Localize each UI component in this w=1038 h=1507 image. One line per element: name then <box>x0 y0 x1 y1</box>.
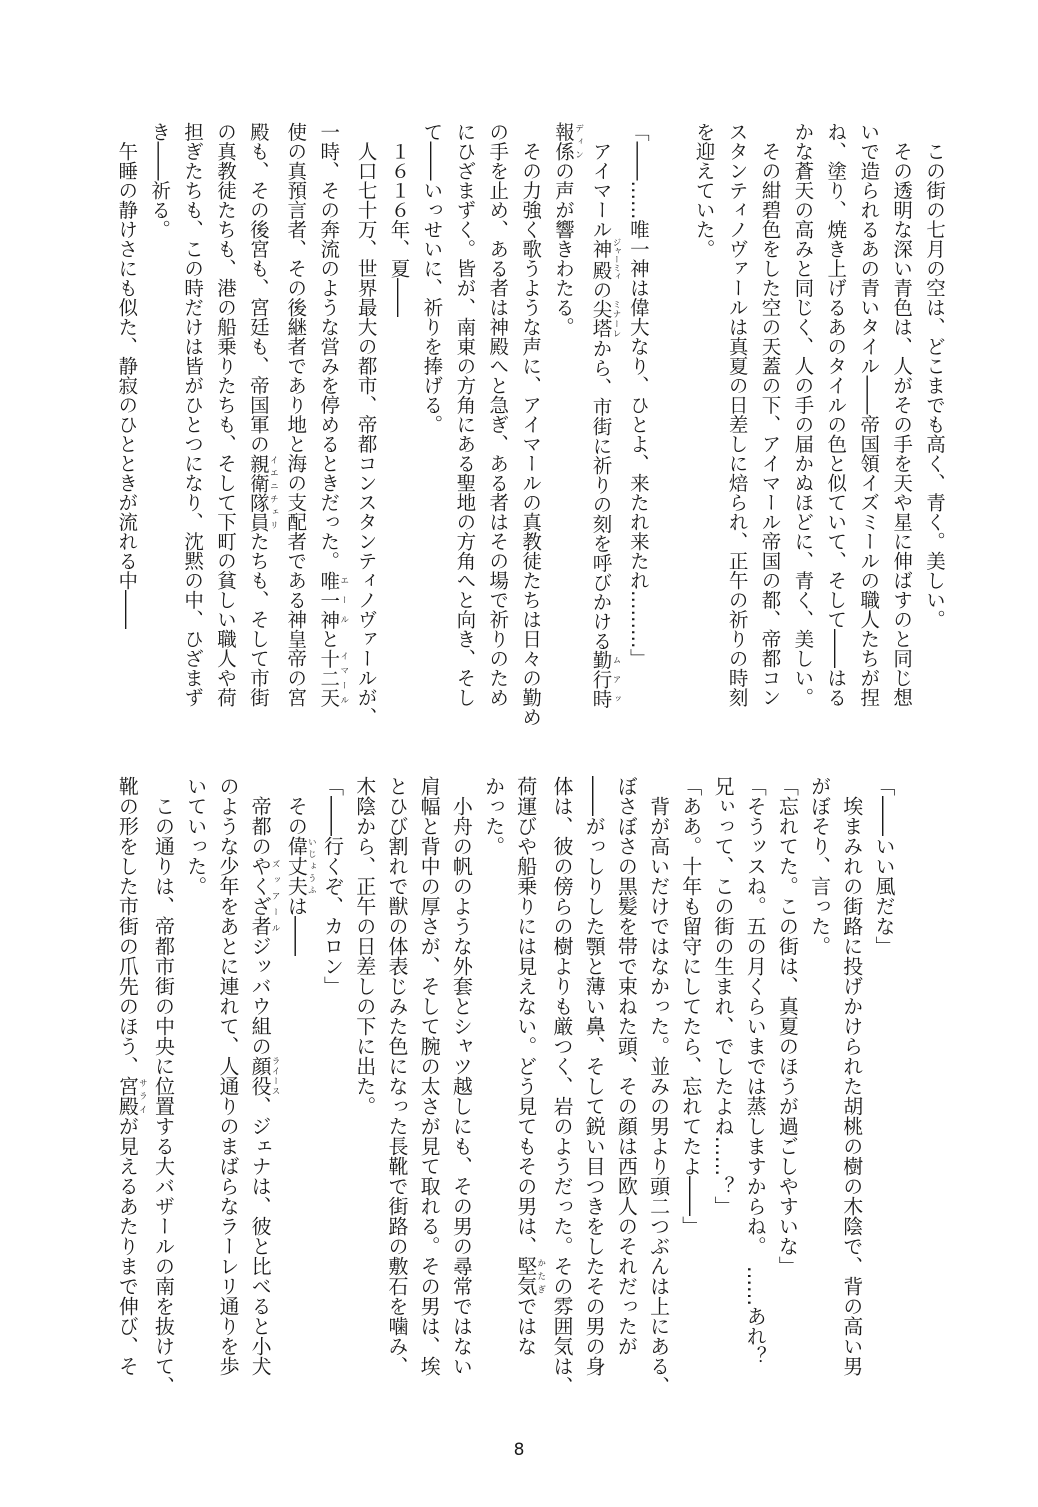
text-column <box>546 122 583 712</box>
text-column <box>142 122 175 712</box>
text-run: と <box>317 629 341 649</box>
text-run: たちも、そして市街 <box>246 531 270 707</box>
text-run: を迎えていた。 <box>692 122 716 259</box>
text-run: 木陰から、正午の日差しの下に出た。 <box>352 776 377 1116</box>
text-run <box>660 122 683 142</box>
ruby-annotated-word <box>248 1056 281 1096</box>
ruby-reading: ディン <box>573 122 584 161</box>
ruby-base: 偉丈夫 <box>284 836 309 896</box>
text-run: がぼそり、言った。 <box>807 776 832 956</box>
text-run: の声が響きわたる。 <box>552 161 576 337</box>
bottom-text-block <box>111 776 900 1406</box>
ruby-annotated-word <box>317 648 349 708</box>
text-run: かった。 <box>481 776 506 856</box>
text-column <box>739 776 771 1406</box>
text-run: 帝都の <box>248 776 273 856</box>
text-column <box>382 122 415 712</box>
ruby-reading: イマール <box>338 648 349 707</box>
text-run: 小舟の帆のような外套とシャツ越しにも、その男の尋常ではない <box>449 776 474 1376</box>
text-run: 、ジェナは、彼と比べると小犬 <box>248 1096 273 1376</box>
text-run: １６１６年、夏―― <box>387 122 411 317</box>
text-column <box>180 776 212 1406</box>
text-column <box>510 776 546 1406</box>
text-run: 靴の形をした市街の爪先のほう、 <box>115 776 140 1076</box>
text-column <box>244 776 280 1406</box>
text-run: 午睡の静けさにも似た、静寂のひとときが流れる中―― <box>115 122 139 629</box>
text-column <box>785 122 818 712</box>
text-run: ――がっしりした顎と薄い鼻、そして鋭い目つきをしたその男の身 <box>582 776 607 1376</box>
ruby-reading: ライース <box>270 1056 281 1096</box>
text-column <box>349 122 382 727</box>
text-run: 「忘れてた。この街は、真夏のほうが過ごしやすいな」 <box>775 776 800 1276</box>
text-run: のような少年をあとに連れて、人通りのまばらなラーレリ通りを歩 <box>215 776 240 1376</box>
text-column <box>753 122 786 712</box>
ruby-base: 勤行時 <box>589 650 613 709</box>
ruby-annotated-word <box>115 1076 148 1116</box>
text-run: かな蒼天の高みと同じく、人の手の届かぬほどに、青く、美しい。 <box>791 122 815 707</box>
text-run: 殿も、その後宮も、宮廷も、帝国軍の <box>246 122 270 454</box>
ruby-reading: いじょうふ <box>306 836 317 896</box>
ruby-reading: サライ <box>137 1076 148 1116</box>
ruby-annotated-word <box>589 650 621 709</box>
text-run: ね、塗り、焼き上げるあのタイルの色と似ていて、そして――はる <box>824 122 848 707</box>
ruby-base: 堅気 <box>513 1256 538 1296</box>
ruby-base: やくざ者 <box>248 856 273 936</box>
text-column <box>836 776 868 1406</box>
text-column <box>316 776 348 1406</box>
text-column <box>884 122 917 712</box>
text-run: 使の真預言者、その後継者であり地と海の支配者である神皇帝の宮 <box>284 122 308 707</box>
text-run: ぼさぼさの黒髪を帯で束ねた頭、その顔は西欧人のそれだったが <box>614 776 639 1356</box>
text-column <box>147 776 179 1406</box>
text-run: 「そうッスね。五の月くらいまでは蒸しますからね。 ……あれ？ <box>743 776 768 1366</box>
text-column <box>546 776 578 1406</box>
text-column <box>803 776 835 1406</box>
ruby-base: 親衛隊員 <box>246 453 270 532</box>
text-run: の <box>589 279 613 300</box>
ruby-base: 報係 <box>552 122 576 161</box>
text-run: この通りは、帝都市街の中央に位置する大バザールの南を抜けて、 <box>151 776 176 1396</box>
text-column <box>578 776 610 1406</box>
ruby-annotated-word <box>284 836 317 896</box>
text-column <box>311 122 348 712</box>
ruby-reading: ムアッ <box>610 650 621 709</box>
text-column <box>654 122 687 712</box>
text-run: 肩幅と背中の厚さが、そして腕の太さが見て取れる。その男は、埃 <box>417 776 442 1376</box>
text-run: その力強く歌うような声に、アイマールの真教徒たちは日々の勤め <box>519 122 543 727</box>
ruby-annotated-word <box>589 299 621 339</box>
text-run: ではな <box>513 1296 538 1356</box>
text-run: アイマール <box>589 122 613 239</box>
ruby-base: 十二天 <box>317 648 341 707</box>
text-column <box>447 122 480 712</box>
text-run: 体は、彼の傍らの樹よりも厳つく、岩のようだった。その雰囲気は、 <box>549 776 574 1396</box>
ruby-annotated-word <box>248 856 281 936</box>
text-run: いで造られるあの青いタイル――帝国領イズミールの職人たちが捏 <box>857 122 881 707</box>
text-column <box>771 776 803 1406</box>
text-column <box>642 776 674 1406</box>
ruby-annotated-word <box>317 570 349 630</box>
text-column <box>621 122 654 712</box>
text-run: とひび割れで獣の体表じみた色になった長靴で街路の敷石を噛み、 <box>384 776 409 1376</box>
ruby-annotated-word <box>246 453 279 532</box>
ruby-reading: ジャーミィ <box>610 238 621 281</box>
text-run: 背が高いだけではなかった。並みの男より頭二つぶんは上にある、 <box>646 776 671 1396</box>
text-run: いていった。 <box>183 776 208 896</box>
top-text-block <box>109 122 950 727</box>
text-run: が見えるあたりまで伸び、そ <box>115 1116 140 1376</box>
text-column <box>584 122 621 712</box>
text-run: 「――……唯一神は偉大なり、ひとよ、来たれ来たれ………」 <box>626 122 650 668</box>
text-column <box>477 776 509 1406</box>
text-column <box>278 122 311 712</box>
text-column <box>445 776 477 1406</box>
text-column <box>381 776 413 1406</box>
text-run: その <box>284 776 309 836</box>
text-run: この街の七月の空は、どこまでも高く、青く。美しい。 <box>923 122 946 629</box>
text-run: 兄ぃって、この街の生まれ、でしたよね……？」 <box>710 776 735 1216</box>
text-run: 一時、その奔流のような営みを停めるときだった。 <box>317 122 341 571</box>
text-column <box>208 122 241 712</box>
text-run: から、市街に祈りの刻を呼びかける <box>589 338 613 651</box>
text-column <box>480 122 513 712</box>
text-column <box>415 122 448 712</box>
text-run: 人口七十万、世界最大の都市、帝都コンスタンティノヴァールが、 <box>354 122 378 727</box>
text-column <box>687 122 720 712</box>
text-column <box>513 122 546 727</box>
ruby-reading: ズッアール <box>270 856 281 936</box>
text-run: 「ああ。十年も留守にしてたら、忘れてたよ――」 <box>678 776 703 1236</box>
text-run: て――いっせいに、祈りを捧げる。 <box>420 122 444 434</box>
text-column <box>349 776 381 1406</box>
text-run: の手を止め、ある者は神殿へと急ぎ、ある者はその場で祈りのため <box>486 122 510 707</box>
ruby-reading: かたぎ <box>535 1256 546 1296</box>
text-column <box>413 776 445 1406</box>
text-run: 「――行くぞ、カロン」 <box>320 776 345 996</box>
text-run: ジッバウ組の <box>248 936 273 1056</box>
ruby-base: 宮殿 <box>115 1076 140 1116</box>
text-run: その透明な深い青色は、人がその手を天や星に伸ばすのと同じ想 <box>890 122 914 707</box>
text-column <box>280 776 316 1406</box>
page-number: 8 <box>513 1440 525 1460</box>
text-column <box>111 776 147 1406</box>
text-column <box>610 776 642 1406</box>
text-run: の真教徒たちも、港の船乗りたちも、そして下町の貧しい職人や荷 <box>213 122 237 707</box>
ruby-base: 神殿 <box>589 238 613 281</box>
text-column <box>109 122 142 712</box>
ruby-annotated-word <box>589 238 621 281</box>
text-run: 荷運びや船乗りには見えない。どう見てもその男は、 <box>513 776 538 1256</box>
ruby-annotated-word <box>513 1256 546 1296</box>
text-column <box>917 122 950 712</box>
ruby-base: 唯一神 <box>317 570 341 629</box>
text-run: にひざまずく。皆が、南東の方角にある聖地の方角へと向き、そし <box>453 122 477 707</box>
text-column <box>175 122 208 712</box>
ruby-reading: ミナーレ <box>610 299 621 339</box>
text-run: き――祈る。 <box>148 122 172 239</box>
text-run: スタンティノヴァールは真夏の日差しに焙られ、正午の祈りの時刻 <box>725 122 749 707</box>
ruby-base: 顔役 <box>248 1056 273 1096</box>
text-run: は―― <box>284 896 309 956</box>
ruby-annotated-word <box>552 122 584 161</box>
text-column <box>707 776 739 1406</box>
text-column <box>851 122 884 712</box>
ruby-reading: エール <box>338 570 349 629</box>
text-run: 埃まみれの街路に投げかけられた胡桃の樹の木陰で、背の高い男 <box>839 776 864 1376</box>
text-column <box>212 776 244 1406</box>
text-column <box>675 776 707 1406</box>
text-column <box>818 122 851 712</box>
text-column <box>241 122 278 712</box>
ruby-reading: イエニチェリ <box>268 453 279 532</box>
ruby-base: 尖塔 <box>589 299 613 339</box>
text-column <box>868 776 900 1406</box>
text-run: 「――いい風だな」 <box>872 776 896 956</box>
text-column <box>720 122 753 712</box>
text-run: その紺碧色をした空の天蓋の下、アイマール帝国の都、帝都コン <box>758 122 782 707</box>
text-run: 担ぎたちも、この時だけは皆がひとつになり、沈黙の中、ひざまず <box>181 122 205 707</box>
